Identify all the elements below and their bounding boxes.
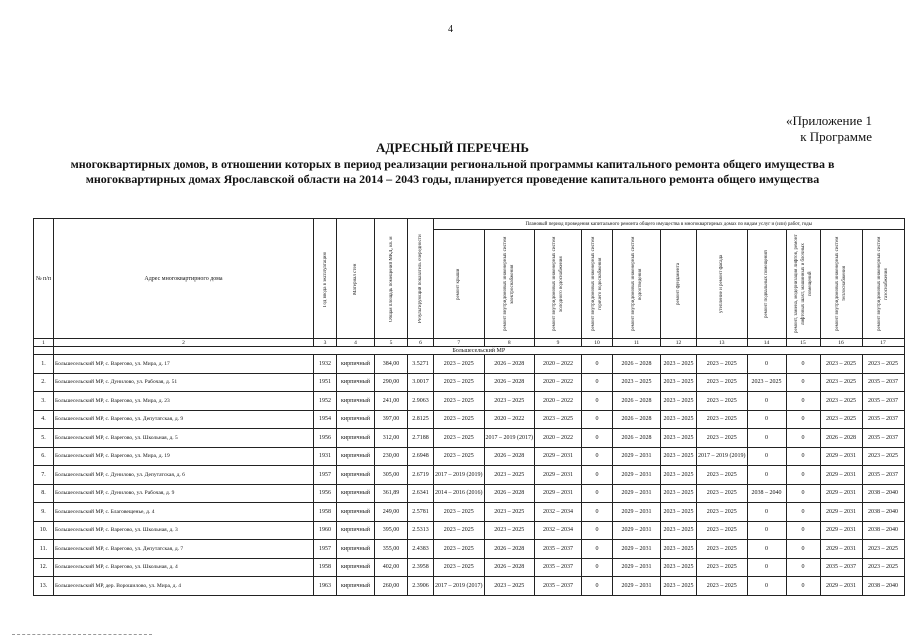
- row-work-period: 0: [786, 484, 820, 503]
- row-number: 9.: [34, 503, 54, 522]
- row-work-period: 0: [747, 577, 786, 596]
- row-work-period: 2023 – 2025: [484, 466, 535, 485]
- row-work-period: 2023 – 2025: [535, 410, 582, 429]
- row-area: 402,00: [375, 558, 408, 577]
- row-rank: 2.3906: [408, 577, 434, 596]
- row-work-period: 2023 – 2025: [862, 355, 904, 374]
- header-work-7: утепление и ремонт фасада: [697, 230, 748, 339]
- row-work-period: 2023 – 2025: [434, 540, 485, 559]
- row-work-period: 0: [582, 373, 613, 392]
- header-period-group: Плановый период проведения капитального ремонта общего имущества в многоквартирных домах по видам услуг и (или) работ, годы: [434, 219, 905, 230]
- row-work-period: 2038 – 2040: [862, 577, 904, 596]
- row-address: Большесельский МР, с. Варегово, ул. Школьная, д. 5: [54, 429, 314, 448]
- row-work-period: 2023 – 2025: [613, 373, 661, 392]
- row-material: кирпичный: [337, 410, 375, 429]
- row-year: 1932: [314, 355, 337, 374]
- row-material: кирпичный: [337, 484, 375, 503]
- row-material: кирпичный: [337, 466, 375, 485]
- row-rank: 2.5313: [408, 521, 434, 540]
- row-work-period: 2026 – 2028: [613, 410, 661, 429]
- column-number: 4: [337, 339, 375, 347]
- row-work-period: 2023 – 2025: [661, 392, 697, 411]
- header-material: Материал стен: [337, 219, 375, 339]
- header-work-11: ремонт внутридомовых инженерных систем газоснабжения: [862, 230, 904, 339]
- row-work-period: 0: [582, 410, 613, 429]
- row-material: кирпичный: [337, 558, 375, 577]
- table-row: [34, 558, 905, 577]
- row-work-period: 2023 – 2025: [820, 373, 862, 392]
- row-work-period: 0: [582, 484, 613, 503]
- row-work-period: 0: [582, 558, 613, 577]
- row-area: 230,00: [375, 447, 408, 466]
- row-number: 10.: [34, 521, 54, 540]
- row-number: 7.: [34, 466, 54, 485]
- row-area: 355,00: [375, 540, 408, 559]
- row-work-period: 0: [786, 392, 820, 411]
- row-number: 6.: [34, 447, 54, 466]
- row-work-period: 2032 – 2034: [535, 521, 582, 540]
- row-rank: 2.4383: [408, 540, 434, 559]
- row-year: 1931: [314, 447, 337, 466]
- row-work-period: 2020 – 2022: [535, 355, 582, 374]
- table-row: [34, 484, 905, 503]
- column-number: 1: [34, 339, 54, 347]
- row-work-period: 0: [747, 503, 786, 522]
- row-work-period: 2029 – 2031: [535, 484, 582, 503]
- header-work-3: ремонт внутридомовых инженерных систем холодного водоснабжения: [535, 230, 582, 339]
- row-work-period: 2029 – 2031: [820, 540, 862, 559]
- row-work-period: 0: [582, 577, 613, 596]
- row-work-period: 2023 – 2025: [697, 503, 748, 522]
- column-number: 6: [408, 339, 434, 347]
- row-rank: 2.6719: [408, 466, 434, 485]
- row-work-period: 2029 – 2031: [613, 540, 661, 559]
- row-number: 1.: [34, 355, 54, 374]
- column-number: 17: [862, 339, 904, 347]
- row-work-period: 2023 – 2025: [697, 484, 748, 503]
- header-num: № п/п: [34, 219, 54, 339]
- appendix-line-1: «Приложение 1: [785, 113, 872, 128]
- row-work-period: 0: [582, 447, 613, 466]
- header-work-4: ремонт внутридомовых инженерных систем горячего водоснабжения: [582, 230, 613, 339]
- row-work-period: 2029 – 2031: [613, 447, 661, 466]
- row-work-period: 2023 – 2025: [484, 521, 535, 540]
- row-address: Большесельский МР, с. Дуниловo, ул. Депутатская, д. 6: [54, 466, 314, 485]
- row-work-period: 2023 – 2025: [661, 503, 697, 522]
- row-work-period: 2023 – 2025: [697, 410, 748, 429]
- table-row: [34, 410, 905, 429]
- header-rank: Результирующий показатель очередности: [408, 219, 434, 339]
- row-area: 290,00: [375, 373, 408, 392]
- row-work-period: 2035 – 2037: [820, 558, 862, 577]
- row-address: Большесельский МР, с. Варегово, ул. Мира, д. 17: [54, 355, 314, 374]
- row-area: 241,00: [375, 392, 408, 411]
- row-work-period: 2035 – 2037: [862, 373, 904, 392]
- row-work-period: 0: [582, 540, 613, 559]
- row-work-period: 2023 – 2025: [434, 503, 485, 522]
- row-work-period: 0: [747, 540, 786, 559]
- row-work-period: 2029 – 2031: [820, 466, 862, 485]
- row-work-period: 0: [786, 521, 820, 540]
- row-work-period: 2020 – 2022: [535, 392, 582, 411]
- row-work-period: 2029 – 2031: [613, 521, 661, 540]
- row-address: Большесельский МР, с. Благовещенье, д. 4: [54, 503, 314, 522]
- column-number: 3: [314, 339, 337, 347]
- column-number: 14: [747, 339, 786, 347]
- row-rank: 2.6341: [408, 484, 434, 503]
- row-work-period: 2017 – 2019 (2019): [697, 447, 748, 466]
- header-work-10: ремонт внутридомовых инженерных систем теплоснабжения: [820, 230, 862, 339]
- row-year: 1956: [314, 429, 337, 448]
- table-row: [34, 466, 905, 485]
- row-work-period: 0: [786, 447, 820, 466]
- page-number: 4: [448, 24, 453, 35]
- row-address: Большесельский МР, с. Варегово, ул. Депутатская, д. 9: [54, 410, 314, 429]
- row-material: кирпичный: [337, 355, 375, 374]
- document-title: АДРЕСНЫЙ ПЕРЕЧЕНЬ: [376, 140, 529, 155]
- row-work-period: 0: [786, 577, 820, 596]
- header-work-5: ремонт внутридомовых инженерных систем водоотведения: [613, 230, 661, 339]
- row-work-period: 2023 – 2025: [862, 558, 904, 577]
- row-work-period: 2023 – 2025: [697, 392, 748, 411]
- row-work-period: 2014 – 2016 (2016): [434, 484, 485, 503]
- row-work-period: 2023 – 2025: [434, 521, 485, 540]
- row-work-period: 0: [582, 392, 613, 411]
- row-work-period: 2023 – 2025: [434, 373, 485, 392]
- row-work-period: 2017 – 2019 (2019): [434, 466, 485, 485]
- row-material: кирпичный: [337, 577, 375, 596]
- document-subtitle: многоквартирных домов, в отношении которых в период реализации региональной программы капитального ремонта общего имущества в многоквартирных домах Ярославской области на 2014 – 2043 годы, планируется проведение капитального ремонта общего имущества: [70, 157, 835, 186]
- column-number: 12: [661, 339, 697, 347]
- row-material: кирпичный: [337, 521, 375, 540]
- row-work-period: 2029 – 2031: [535, 447, 582, 466]
- row-area: 260,00: [375, 577, 408, 596]
- row-work-period: 2038 – 2040: [862, 484, 904, 503]
- row-work-period: 2026 – 2028: [484, 373, 535, 392]
- row-address: Большесельский МР, с. Дуниловo, ул. Рабочая, д. 51: [54, 373, 314, 392]
- row-work-period: 2026 – 2028: [613, 392, 661, 411]
- appendix-line-2: к Программе: [800, 129, 872, 144]
- column-number: 13: [697, 339, 748, 347]
- row-work-period: 2023 – 2025: [697, 355, 748, 374]
- column-number: 16: [820, 339, 862, 347]
- row-work-period: 2038 – 2040: [862, 521, 904, 540]
- row-work-period: 2035 – 2037: [535, 558, 582, 577]
- header-area: Общая площадь помещений МКД, кв. м: [375, 219, 408, 339]
- row-work-period: 2035 – 2037: [535, 577, 582, 596]
- row-number: 4.: [34, 410, 54, 429]
- row-work-period: 2023 – 2025: [661, 558, 697, 577]
- row-work-period: 2023 – 2025: [820, 355, 862, 374]
- row-work-period: 2023 – 2025: [484, 577, 535, 596]
- row-year: 1958: [314, 558, 337, 577]
- row-year: 1952: [314, 392, 337, 411]
- row-work-period: 0: [582, 466, 613, 485]
- row-work-period: 2029 – 2031: [613, 558, 661, 577]
- row-work-period: 2038 – 2040: [747, 484, 786, 503]
- row-work-period: 2023 – 2025: [661, 540, 697, 559]
- row-work-period: 2020 – 2022: [535, 429, 582, 448]
- row-work-period: 2023 – 2025: [434, 558, 485, 577]
- header-year: Год ввода в эксплуатацию: [314, 219, 337, 339]
- row-work-period: 2023 – 2025: [661, 410, 697, 429]
- row-area: 384,00: [375, 355, 408, 374]
- row-number: 12.: [34, 558, 54, 577]
- row-work-period: 0: [786, 410, 820, 429]
- row-work-period: 2023 – 2025: [661, 577, 697, 596]
- row-work-period: 0: [747, 558, 786, 577]
- row-work-period: 2023 – 2025: [434, 392, 485, 411]
- row-rank: 2.5781: [408, 503, 434, 522]
- row-work-period: 2026 – 2028: [613, 355, 661, 374]
- column-number: 10: [582, 339, 613, 347]
- row-work-period: 2023 – 2025: [434, 429, 485, 448]
- row-work-period: 2023 – 2025: [661, 429, 697, 448]
- row-work-period: 2029 – 2031: [613, 503, 661, 522]
- row-work-period: 2023 – 2025: [484, 392, 535, 411]
- row-work-period: 2026 – 2028: [820, 429, 862, 448]
- row-work-period: 2023 – 2025: [697, 466, 748, 485]
- row-address: Большесельский МР, с. Варегово, ул. Школьная, д. 4: [54, 558, 314, 577]
- column-number: 7: [434, 339, 485, 347]
- row-material: кирпичный: [337, 373, 375, 392]
- column-number: 15: [786, 339, 820, 347]
- row-work-period: 2029 – 2031: [820, 484, 862, 503]
- row-work-period: 0: [786, 429, 820, 448]
- column-number: 11: [613, 339, 661, 347]
- row-work-period: 0: [747, 466, 786, 485]
- row-work-period: 0: [582, 429, 613, 448]
- header-work-6: ремонт фундамента: [661, 230, 697, 339]
- row-material: кирпичный: [337, 540, 375, 559]
- row-address: Большесельский МР, с. Варегово, ул. Мира, д. 23: [54, 392, 314, 411]
- row-year: 1963: [314, 577, 337, 596]
- row-number: 13.: [34, 577, 54, 596]
- row-work-period: 2023 – 2025: [661, 466, 697, 485]
- header-address: Адрес многоквартирного дома: [54, 219, 314, 339]
- row-rank: 2.6948: [408, 447, 434, 466]
- table-row: [34, 503, 905, 522]
- row-address: Большесельский МР, с. Варегово, ул. Школьная, д. 3: [54, 521, 314, 540]
- table-row: [34, 429, 905, 448]
- row-work-period: 2029 – 2031: [820, 447, 862, 466]
- row-work-period: 2023 – 2025: [697, 577, 748, 596]
- row-year: 1951: [314, 373, 337, 392]
- header-work-8: ремонт подвальных помещений: [747, 230, 786, 339]
- row-number: 8.: [34, 484, 54, 503]
- row-work-period: 2035 – 2037: [535, 540, 582, 559]
- row-rank: 3.5271: [408, 355, 434, 374]
- row-area: 305,00: [375, 466, 408, 485]
- row-work-period: 2035 – 2037: [862, 410, 904, 429]
- row-work-period: 2023 – 2025: [484, 503, 535, 522]
- row-work-period: 2023 – 2025: [661, 355, 697, 374]
- row-work-period: 2026 – 2028: [484, 484, 535, 503]
- column-number: 2: [54, 339, 314, 347]
- row-work-period: 2026 – 2028: [484, 355, 535, 374]
- row-work-period: 2023 – 2025: [820, 392, 862, 411]
- row-address: Большесельский МР, с. Варегово, ул. Депутатская, д. 7: [54, 540, 314, 559]
- row-rank: 3.0017: [408, 373, 434, 392]
- row-work-period: 0: [786, 466, 820, 485]
- row-work-period: 2020 – 2022: [535, 373, 582, 392]
- header-work-9: ремонт, замена, модернизация лифтов, ремонт лифтовых шахт, машинных и блочных помещений: [786, 230, 820, 339]
- row-work-period: 2023 – 2025: [697, 429, 748, 448]
- column-number: 8: [484, 339, 535, 347]
- table-row: [34, 373, 905, 392]
- page-footer-mark: [12, 634, 152, 637]
- table-row: [34, 447, 905, 466]
- row-work-period: 2017 – 2019 (2017): [484, 429, 535, 448]
- row-work-period: 0: [582, 355, 613, 374]
- row-work-period: 2029 – 2031: [535, 466, 582, 485]
- row-work-period: 2029 – 2031: [613, 484, 661, 503]
- row-number: 3.: [34, 392, 54, 411]
- row-work-period: 2026 – 2028: [613, 429, 661, 448]
- row-year: 1960: [314, 521, 337, 540]
- row-rank: 2.7188: [408, 429, 434, 448]
- row-work-period: 2023 – 2025: [697, 373, 748, 392]
- row-work-period: 2035 – 2037: [862, 392, 904, 411]
- column-number: 5: [375, 339, 408, 347]
- header-work-1: ремонт крыши: [434, 230, 485, 339]
- row-work-period: 2029 – 2031: [613, 577, 661, 596]
- row-material: кирпичный: [337, 447, 375, 466]
- row-work-period: 0: [747, 447, 786, 466]
- row-work-period: 2023 – 2025: [661, 447, 697, 466]
- row-rank: 2.8125: [408, 410, 434, 429]
- row-work-period: 2026 – 2028: [484, 558, 535, 577]
- row-work-period: 2023 – 2025: [820, 410, 862, 429]
- row-work-period: 0: [786, 503, 820, 522]
- row-work-period: 2023 – 2025: [697, 558, 748, 577]
- row-number: 5.: [34, 429, 54, 448]
- row-area: 312,00: [375, 429, 408, 448]
- row-year: 1956: [314, 484, 337, 503]
- row-work-period: 2023 – 2025: [862, 447, 904, 466]
- row-work-period: 2023 – 2025: [697, 540, 748, 559]
- row-work-period: 0: [582, 503, 613, 522]
- row-work-period: 2023 – 2025: [661, 484, 697, 503]
- row-work-period: 2026 – 2028: [484, 447, 535, 466]
- row-work-period: 2023 – 2025: [747, 373, 786, 392]
- row-work-period: 2032 – 2034: [535, 503, 582, 522]
- row-area: 249,00: [375, 503, 408, 522]
- row-work-period: 2029 – 2031: [613, 466, 661, 485]
- row-rank: 2.9063: [408, 392, 434, 411]
- row-year: 1957: [314, 466, 337, 485]
- row-area: 361,89: [375, 484, 408, 503]
- row-work-period: 2023 – 2025: [862, 540, 904, 559]
- row-year: 1954: [314, 410, 337, 429]
- header-work-2: ремонт внутридомовых инженерных систем электроснабжения: [484, 230, 535, 339]
- row-work-period: 2038 – 2040: [862, 503, 904, 522]
- row-work-period: 2017 – 2019 (2017): [434, 577, 485, 596]
- row-work-period: 2023 – 2025: [434, 447, 485, 466]
- row-work-period: 2023 – 2025: [661, 373, 697, 392]
- row-work-period: 0: [747, 410, 786, 429]
- row-address: Большесельский МР, с. Варегово, ул. Мира, д. 19: [54, 447, 314, 466]
- row-work-period: 2023 – 2025: [697, 521, 748, 540]
- table-row: [34, 392, 905, 411]
- row-work-period: 0: [747, 392, 786, 411]
- row-number: 11.: [34, 540, 54, 559]
- row-work-period: 0: [582, 521, 613, 540]
- table-row: [34, 540, 905, 559]
- row-year: 1958: [314, 503, 337, 522]
- row-work-period: 0: [747, 429, 786, 448]
- row-address: Большесельский МР, дер. Ворошилово, ул. Мира, д. 4: [54, 577, 314, 596]
- column-number: 9: [535, 339, 582, 347]
- row-work-period: 2035 – 2037: [862, 466, 904, 485]
- table-row: [34, 521, 905, 540]
- row-work-period: 2023 – 2025: [434, 410, 485, 429]
- row-rank: 2.3958: [408, 558, 434, 577]
- district-row: Большесельский МР: [54, 347, 905, 355]
- row-work-period: 0: [786, 355, 820, 374]
- row-work-period: 0: [786, 558, 820, 577]
- row-work-period: 2026 – 2028: [484, 540, 535, 559]
- address-table: [33, 218, 905, 596]
- row-area: 397,00: [375, 410, 408, 429]
- row-work-period: 2035 – 2037: [862, 429, 904, 448]
- row-work-period: 0: [786, 373, 820, 392]
- table-row: [34, 355, 905, 374]
- row-material: кирпичный: [337, 429, 375, 448]
- row-area: 395,00: [375, 521, 408, 540]
- row-work-period: 0: [786, 540, 820, 559]
- row-work-period: 2029 – 2031: [820, 503, 862, 522]
- row-work-period: 0: [747, 521, 786, 540]
- row-work-period: 2023 – 2025: [434, 355, 485, 374]
- row-work-period: 2020 – 2022: [484, 410, 535, 429]
- table-row: [34, 577, 905, 596]
- row-address: Большесельский МР, с. Дуниловo, ул. Рабочая, д. 9: [54, 484, 314, 503]
- row-number: 2.: [34, 373, 54, 392]
- row-work-period: 2029 – 2031: [820, 577, 862, 596]
- row-work-period: 0: [747, 355, 786, 374]
- row-material: кирпичный: [337, 392, 375, 411]
- row-material: кирпичный: [337, 503, 375, 522]
- row-work-period: 2029 – 2031: [820, 521, 862, 540]
- row-year: 1957: [314, 540, 337, 559]
- row-work-period: 2023 – 2025: [661, 521, 697, 540]
